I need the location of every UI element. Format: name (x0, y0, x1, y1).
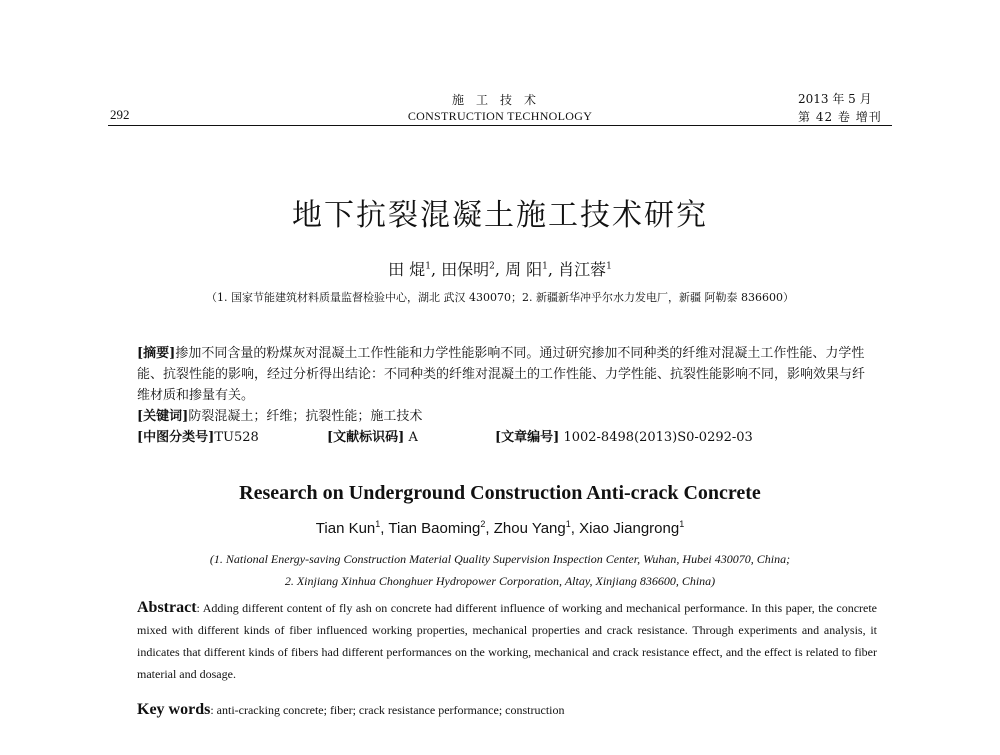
affiliation-cn: （1. 国家节能建筑材料质量监督检验中心，湖北 武汉 430070；2. 新疆新华冲乎尔水力发电厂，新疆 阿勒泰 836600） (206, 291, 794, 304)
keywords-cn-text: 防裂混凝土；纤维；抗裂性能；施工技术 (188, 409, 423, 424)
authors-en: Tian Kun$^1$, Tian Baoming$^2$, Zhou Yang$^1$, Xiao Jiangrong$^1$ (315, 519, 685, 537)
keywords-cn-label: [关键词] (137, 409, 189, 424)
author-cn: 周 阳$^1$ (505, 260, 548, 279)
abstract-en: Abstract: Adding different content of fly ash on concrete had different influence of working and mechanical performance. In this paper, the concrete mixed with different kinds of fiber influenced working properties, mechanical properties and crack resistance. Through experiments and analysis, it indicates that different kinds of fibers had different performances on the working, mechanical and crack resistance effect, and the effect is related to fiber material and dosage. (137, 599, 878, 681)
keywords-en-label: Key words (137, 701, 211, 718)
authors-cn: 田 焜$^1$, 田保明$^2$, 周 阳$^1$, 肖江蓉$^1$ (388, 260, 612, 279)
paper-title-en: Research on Underground Construction Anti-crack Concrete (239, 482, 761, 504)
abstract-en-text: Adding different content of fly ash on concrete had different influence of working and mechanical performance. In this paper, the concrete mixed with different kinds of fiber influenced working properties, mechanical properties and crack resistance. Through experiments and analysis, it indicates that different kinds of fibers had different performances on the working, mechanical and crack resistance effect, and the effect is related to fiber material and dosage. (137, 601, 878, 681)
author-cn: 肖江蓉$^1$ (558, 260, 612, 279)
abstract-cn (137, 343, 877, 406)
affiliation-en-2: 2. Xinjiang Xinhua Chonghuer Hydropower Corporation, Altay, Xinjiang 836600, China) (284, 574, 716, 588)
issue-date: 2013 年 5 月 (798, 92, 872, 106)
paper-title-cn: 地下抗裂混凝土施工技术研究 (292, 198, 708, 233)
author-cn: 田保明$^2$ (441, 260, 495, 279)
article-id: [文章编号] 1002-8498(2013)S0-0292-03 (495, 430, 753, 445)
author-en: Tian Kun$^1$ (315, 519, 381, 537)
document-code: [文献标识码] A (327, 430, 418, 445)
abstract-cn-text: 掺加不同含量的粉煤灰对混凝土工作性能和力学性能影响不同。通过研究掺加不同种类的纤维对混凝土工作性能、力学性能、抗裂性能的影响，经过分析得出结论：不同种类的纤维对混凝土的工作性能、力学性能、抗裂性能影响不同，影响效果与纤维材质和掺量有关。 (137, 346, 866, 403)
affiliation-en-1: (1. National Energy-saving Construction Material Quality Supervision Inspection Center, Wuhan, Hubei 430070, China; (209, 552, 791, 566)
classification-row (137, 427, 877, 448)
issue-volume: 第 42 卷 增刊 (798, 110, 882, 124)
page-number: 292 (110, 107, 130, 122)
author-en: Zhou Yang$^1$ (493, 519, 571, 537)
cutoff-text-line (110, 744, 890, 752)
abstract-cn-label: [摘要] (137, 346, 176, 361)
keywords-en-text: anti-cracking concrete; fiber; crack resistance performance; construction (216, 703, 565, 717)
author-en: Xiao Jiangrong$^1$ (579, 519, 685, 537)
author-cn: 田 焜$^1$ (388, 260, 431, 279)
clc-number: [中图分类号]TU528 (137, 430, 259, 445)
abstract-en-label: Abstract (137, 599, 197, 616)
journal-title-en: CONSTRUCTION TECHNOLOGY (407, 109, 593, 123)
author-en: Tian Baoming$^2$ (388, 519, 486, 537)
journal-title-cn: 施工技术 (451, 93, 548, 107)
header-rule (108, 125, 892, 126)
keywords-en: Key words: anti-cracking concrete; fiber; crack resistance performance; construction (137, 701, 565, 718)
keywords-cn (137, 406, 877, 427)
